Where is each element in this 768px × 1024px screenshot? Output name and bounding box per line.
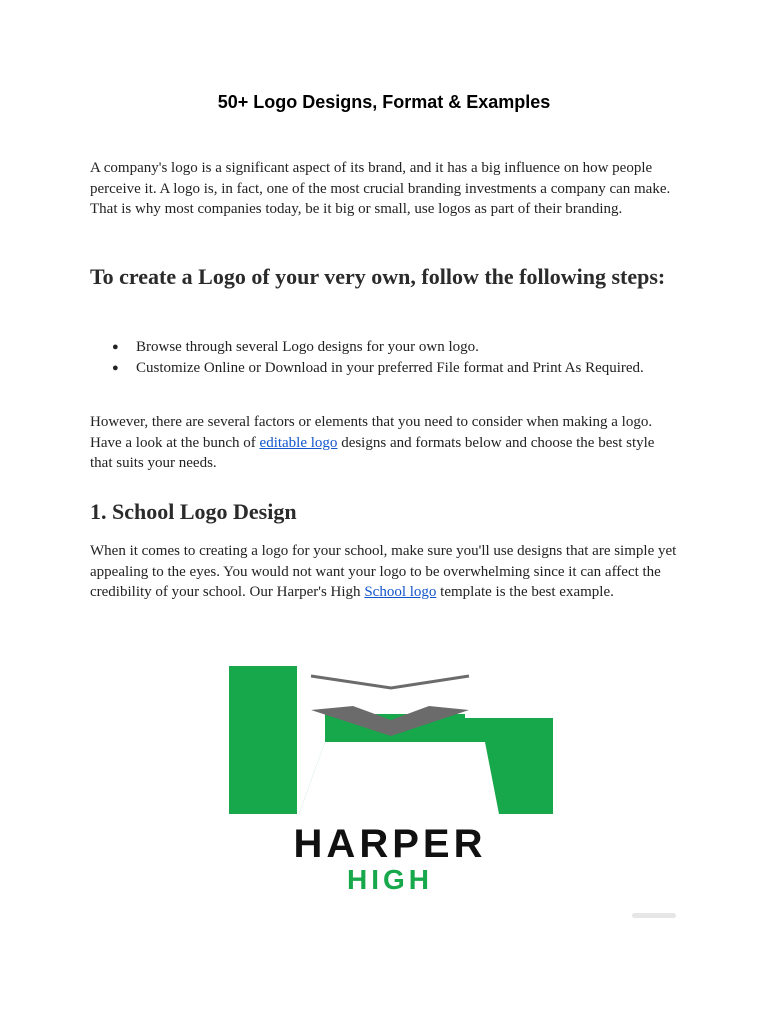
scroll-indicator[interactable] <box>632 913 676 918</box>
harper-high-logo-image <box>225 660 555 900</box>
factors-text-after: designs and formats below and choose the best style that suits your needs. <box>90 434 655 471</box>
page-title: 50+ Logo Designs, Format & Examples <box>217 92 551 112</box>
step-text: Browse through several Logo designs for your own logo. <box>136 339 479 355</box>
school-text-before: When it comes to creating a logo for your school, make sure you'll use designs that are simple yet appealing to the eyes. You would not want your logo to be overwhelming since it can affect the credibility of your school. Our Harper's High <box>90 543 677 600</box>
factors-paragraph <box>90 412 680 474</box>
emblem-gray-line <box>311 676 469 688</box>
intro-paragraph: A company's logo is a significant aspect of its brand, and it has a big influence on how people perceive it. A logo is, in fact, one of the most crucial branding investments a company can make. That is why most companies today, be it big or small, use logos as part of their branding. <box>90 160 671 217</box>
school-logo-paragraph <box>90 541 680 603</box>
list-item <box>112 337 672 358</box>
logo-name-bottom: HIGH <box>347 864 433 895</box>
school-logo-link[interactable]: School logo <box>364 584 437 600</box>
logo-name-top: HARPER <box>293 822 487 866</box>
list-item <box>112 358 672 379</box>
harper-high-emblem <box>225 660 555 820</box>
emblem-left-leg-cut <box>297 718 325 814</box>
steps-heading: To create a Logo of your very own, follow the following steps: <box>90 264 666 289</box>
editable-logo-link[interactable]: editable logo <box>259 434 338 451</box>
bullet-icon: ● <box>112 361 119 374</box>
bullet-icon: ● <box>112 341 119 353</box>
section-heading-school-logo: 1. School Logo Design <box>90 499 297 524</box>
school-text-after: template is the best example. <box>436 584 614 600</box>
steps-list <box>112 337 672 378</box>
factors-text-before: However, there are several factors or elements that you need to consider when making a logo. Have a look at the bunch of <box>90 414 653 451</box>
step-text: Customize Online or Download in your preferred File format and Print As Required. <box>136 359 644 376</box>
